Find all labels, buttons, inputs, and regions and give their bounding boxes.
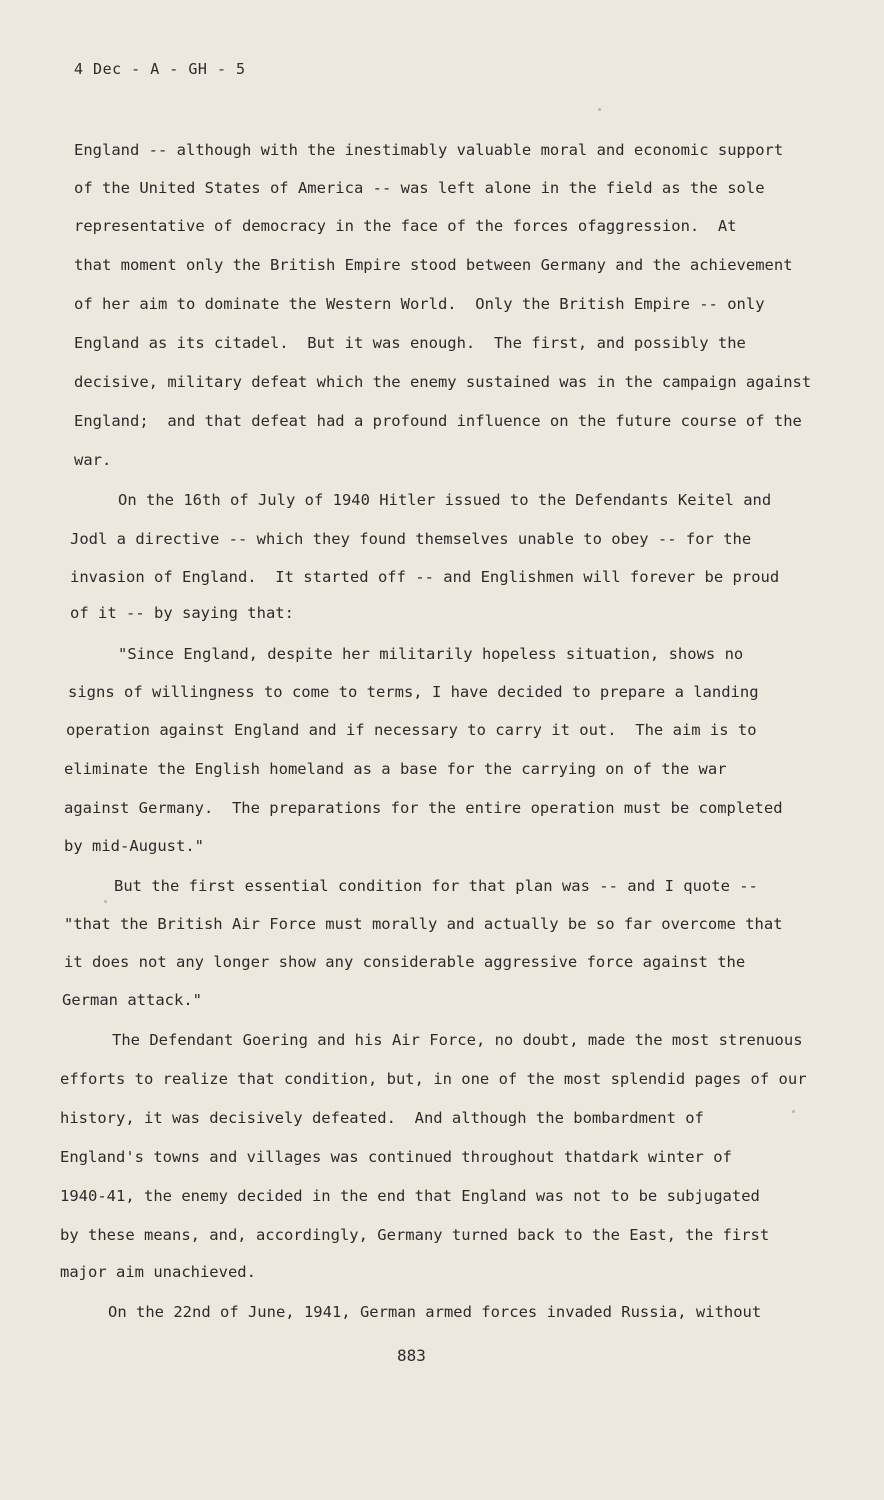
text-line: it does not any longer show any considerable aggressive force against the [64,953,746,971]
text-line: The Defendant Goering and his Air Force, no doubt, made the most strenuous [112,1031,803,1049]
text-line: decisive, military defeat which the enemy sustained was in the campaign against [74,373,812,391]
paper-speck [598,108,601,111]
text-line: "Since England, despite her militarily hopeless situation, shows no [118,645,744,663]
text-line: England as its citadel. But it was enough. The first, and possibly the [74,334,746,352]
text-line: England -- although with the inestimably valuable moral and economic support [74,141,784,159]
text-line: But the first essential condition for that plan was -- and I quote -- [114,877,758,895]
text-line: England; and that defeat had a profound influence on the future course of the [74,412,802,430]
text-line: against Germany. The preparations for the entire operation must be completed [64,799,783,817]
text-line: eliminate the English homeland as a base for the carrying on of the war [64,760,727,778]
text-line: representative of democracy in the face of the forces ofaggression. At [74,217,737,235]
text-line: "that the British Air Force must morally and actually be so far overcome that [64,915,783,933]
text-line: by mid-August." [64,837,204,855]
text-line: war. [74,451,112,469]
text-line: of the United States of America -- was left alone in the field as the sole [74,179,765,197]
paper-speck [792,1110,795,1113]
paper-speck [104,900,107,903]
text-line: Jodl a directive -- which they found themselves unable to obey -- for the [70,530,752,548]
text-line: that moment only the British Empire stood between Germany and the achievement [74,256,793,274]
text-line: invasion of England. It started off -- and Englishmen will forever be proud [70,568,780,586]
text-line: efforts to realize that condition, but, in one of the most splendid pages of our [60,1070,807,1088]
text-line: by these means, and, accordingly, Germany turned back to the East, the first [60,1226,770,1244]
text-line: On the 16th of July of 1940 Hitler issued to the Defendants Keitel and [118,491,772,509]
text-line: signs of willingness to come to terms, I have decided to prepare a landing [68,683,759,701]
text-line: German attack." [62,991,202,1009]
text-line: On the 22nd of June, 1941, German armed forces invaded Russia, without [108,1303,762,1321]
document-header: 4 Dec - A - GH - 5 [74,60,246,78]
text-line: major aim unachieved. [60,1263,256,1281]
text-line: operation against England and if necessary to carry it out. The aim is to [66,721,757,739]
text-line: history, it was decisively defeated. And although the bombardment of [60,1109,704,1127]
text-line: of her aim to dominate the Western World. Only the British Empire -- only [74,295,765,313]
page-number: 883 [397,1346,426,1365]
text-line: England's towns and villages was continued throughout thatdark winter of [60,1148,732,1166]
text-line: 1940-41, the enemy decided in the end that England was not to be subjugated [60,1187,760,1205]
text-line: of it -- by saying that: [70,604,294,622]
